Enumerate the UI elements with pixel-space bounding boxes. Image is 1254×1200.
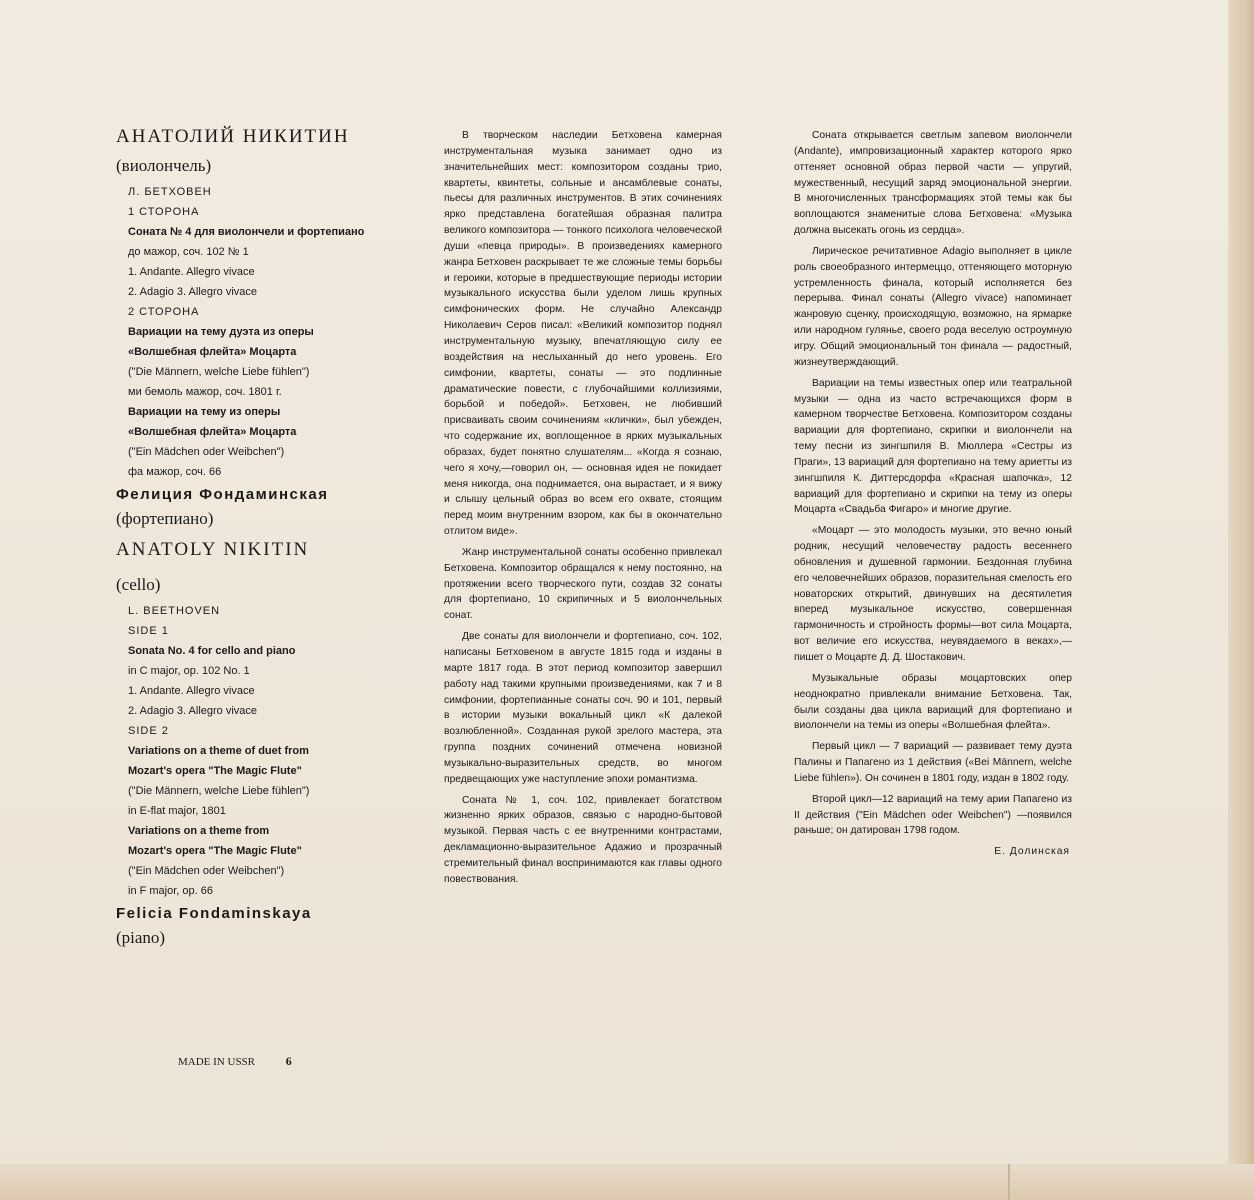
ru-program xyxy=(116,182,416,482)
en-side-2-label: SIDE 2 xyxy=(128,725,169,737)
ru-pianist-instrument: (фортепиано) xyxy=(116,509,214,528)
en-variations-2-theme: ("Ein Mädchen oder Weibchen") xyxy=(128,865,285,877)
ru-movement-1: 1. Andante. Allegro vivace xyxy=(128,266,255,278)
ru-performer-name: АНАТОЛИЙ НИКИТИН xyxy=(116,126,350,147)
en-program xyxy=(116,601,416,901)
ru-variations-1-theme: ("Die Männern, welche Liebe fühlen") xyxy=(128,366,310,378)
en-variations-2-key: in F major, op. 66 xyxy=(128,885,213,897)
liner-paragraph: Две сонаты для виолончели и фортепиано, соч. 102, написаны Бетховеном в августе 1815 года и изданы в марте 1817 года. В этот период композитор завершил работу над такими крупными произведениями, как 7 и 8 симфонии, фортепианные сонаты соч. 90 и 101, первый в истории музыки вокальный цикл «К далекой возлюбленной». Созданная рукой зрелого мастера, эта группа поздних сочинений отмечена новизной музыкально-выразительных средств, во многом предвещающих уже наступление эпохи романтизма. xyxy=(444,631,722,785)
liner-paragraph: В творческом наследии Бетховена камерная инструментальная музыка занимает одно из значительнейших мест: композитором созданы трио, квартеты, квинтеты, сольные и ансамблевые сонаты, пьесы для различных инструментов. В этих сочинениях ярко представлена богатейшая образная палитра великого композитора — тонкого психолога человеческой души «певца природы». В произведениях камерного жанра Бетховен раскрывает те же сложные темы борьбы и героики, которые в предшествующие периоды истории музыкального искусства были уделом лишь крупных симфонических форм. Не случайно Александр Николаевич Серов писал: «Великий композитор поднял инструментальную музыку, впечатляющую силу ее воздействия на неслыханный до него уровень. Его симфонии, квартеты, сонаты — это подлинные драматические повести, с глубочайшими коллизиями, борьбой и победой». Бетховен, не любивший присваивать своим сочинениям «клички», был убежден, что содержание их, воплощенное в ярких музыкальных образах, будет понятно слушателям... «Когда я сознаю, чего я хочу,—говорил он, — основная идея не покидает меня никогда, она поднимается, она вырастает, и я вижу и слышу цельный образ во всем его охвате, стоящим перед моим внутренним взором, как бы в окончательно отлитом виде». xyxy=(444,130,722,538)
en-sonata-title: Sonata No. 4 for cello and piano xyxy=(128,645,296,657)
liner-paragraph: Жанр инструментальной сонаты особенно привлекал Бетховена. Композитор обращался к нему постоянно, на протяжении всего творческого пути, создав 32 сонаты для фортепиано, 10 скрипичных и 5 виолончельных сонат. xyxy=(444,546,722,622)
en-composer: L. BEETHOVEN xyxy=(128,605,221,617)
liner-paragraph: Второй цикл—12 вариаций на тему арии Папагено из II действия ("Ein Mädchen oder Weibchen") —появился раньше; он датирован 1798 годом. xyxy=(794,793,1072,837)
en-movement-2: 2. Adagio 3. Allegro vivace xyxy=(128,705,258,717)
ru-composer: Л. БЕТХОВЕН xyxy=(128,186,212,198)
en-variations-1-title: Variations on a theme of duet from xyxy=(128,745,309,757)
ru-movement-2: 2. Adagio 3. Allegro vivace xyxy=(128,286,258,298)
en-side-1-label: SIDE 1 xyxy=(128,625,169,637)
ru-variations-1-opera: «Волшебная флейта» Моцарта xyxy=(128,346,297,358)
ru-side-2-label: 2 СТОРОНА xyxy=(128,306,200,318)
liner-notes-column-1 xyxy=(444,128,722,893)
liner-paragraph: Соната открывается светлым запевом виолончели (Andante), импровизационный характер которого ярко оттеняет основной образ первой части — упругий, мужественный, несущий заряд эмоциональной энергии. В многочисленных трансформациях этой темы как бы воплощаются знаменитые слова Бетховена: «Музыка должна высекать огонь из сердца». xyxy=(794,130,1072,237)
en-performer-name: ANATOLY NIKITIN xyxy=(116,539,310,560)
author-signature: Е. Долинская xyxy=(994,846,1070,858)
made-in-label: MADE IN USSR xyxy=(178,1056,256,1068)
ru-pianist-name: Фелиция Фондаминская xyxy=(116,486,329,503)
sleeve-right-edge xyxy=(1228,0,1254,1200)
sleeve-bottom-edge xyxy=(0,1164,1254,1200)
liner-paragraph: Музыкальные образы моцартовских опер неоднократно привлекали внимание Бетховена. Так, были созданы два цикла вариаций для фортепиано и виолончели на темы из оперы «Волшебная флейта». xyxy=(794,672,1072,732)
ru-variations-1-title: Вариации на тему дуэта из оперы xyxy=(128,326,314,338)
sleeve-seam xyxy=(1008,1164,1010,1200)
en-movement-1: 1. Andante. Allegro vivace xyxy=(128,685,255,697)
ru-variations-2-title: Вариации на тему из оперы xyxy=(128,406,281,418)
en-pianist-name: Felicia Fondaminskaya xyxy=(116,905,312,922)
en-variations-1-theme: ("Die Männern, welche Liebe fühlen") xyxy=(128,785,310,797)
ru-performer-instrument: (виолончель) xyxy=(116,156,212,175)
liner-paragraph: Лирическое речитативное Adagio выполняет в цикле роль своеобразного интермеццо, оттеняющего моторную устремленность финала, который исполняется без перерыва. Финал сонаты (Allegro vivace) напоминает жанровую сценку, происходящую, возможно, на ярмарке или народном гулянье, своего рода веселую остроумную игру. Общий эмоциональный тон финала — радостный, жизнеутверждающий. xyxy=(794,245,1072,368)
en-pianist-instrument: (piano) xyxy=(116,928,166,947)
en-variations-2-opera: Mozart's opera "The Magic Flute" xyxy=(128,845,302,857)
ru-variations-2-key: фа мажор, соч. 66 xyxy=(128,466,222,478)
ru-side-1-label: 1 СТОРОНА xyxy=(128,206,200,218)
liner-paragraph: Вариации на темы известных опер или театральной музыки — одна из часто встречающихся форм в камерном творчестве Бетховена. Композитором созданы вариации для фортепиано, скрипки и виолончели на тему песни из зингшпиля В. Мюллера «Сестры из Праги», 13 вариаций для фортепиано на тему ариетты из зингшпиля К. Диттерсдорфа «Красная шапочка», 12 вариаций для фортепиано и скрипки на тему из оперы Моцарта «Свадьба Фигаро» и многие другие. xyxy=(794,377,1072,516)
en-sonata-key: in C major, op. 102 No. 1 xyxy=(128,665,250,677)
page-number: 6 xyxy=(285,1054,292,1068)
liner-paragraph: «Моцарт — это молодость музыки, это вечно юный родник, несущий человечеству радость весеннего обновления и душевной гармонии. Бездонная глубина его человечнейших образов, поразительная смелость его новаторских открытий, двинувших на десятилетия вперед музыкальное искусство, совершенная гармоничность и стройность формы—вот сила Моцарта, вот величие его искусства, неувядаемого в веках»,—пишет о Моцарте Д. Д. Шостакович. xyxy=(794,525,1072,663)
en-performer-instrument: (cello) xyxy=(116,575,161,594)
liner-paragraph: Первый цикл — 7 вариаций — развивает тему дуэта Палины и Папагено из 1 действия («Bei Männern, welche Liebe fühlen»). Он сочинен в 1801 году, издан в 1802 году. xyxy=(794,741,1072,784)
ru-variations-1-key: ми бемоль мажор, соч. 1801 г. xyxy=(128,386,282,398)
en-variations-2-title: Variations on a theme from xyxy=(128,825,270,837)
en-variations-1-opera: Mozart's opera "The Magic Flute" xyxy=(128,765,302,777)
ru-variations-2-theme: ("Ein Mädchen oder Weibchen") xyxy=(128,446,285,458)
liner-notes-column-2 xyxy=(794,128,1072,860)
sleeve-footer xyxy=(178,1054,292,1069)
ru-sonata-key: до мажор, соч. 102 № 1 xyxy=(128,246,249,258)
en-variations-1-key: in E-flat major, 1801 xyxy=(128,805,226,817)
track-listing-column xyxy=(116,126,416,954)
ru-variations-2-opera: «Волшебная флейта» Моцарта xyxy=(128,426,297,438)
liner-paragraph: Соната № 1, соч. 102, привлекает богатством жизненно ярких образов, связью с народно-бытовой музыкой. Первая часть с ее внутренними контрастами, декламационно-выразительное Адажио и прозрачный стремительный финал воспринимаются как главы одного повествования. xyxy=(444,794,722,885)
ru-sonata-title: Соната № 4 для виолончели и фортепиано xyxy=(128,226,365,238)
